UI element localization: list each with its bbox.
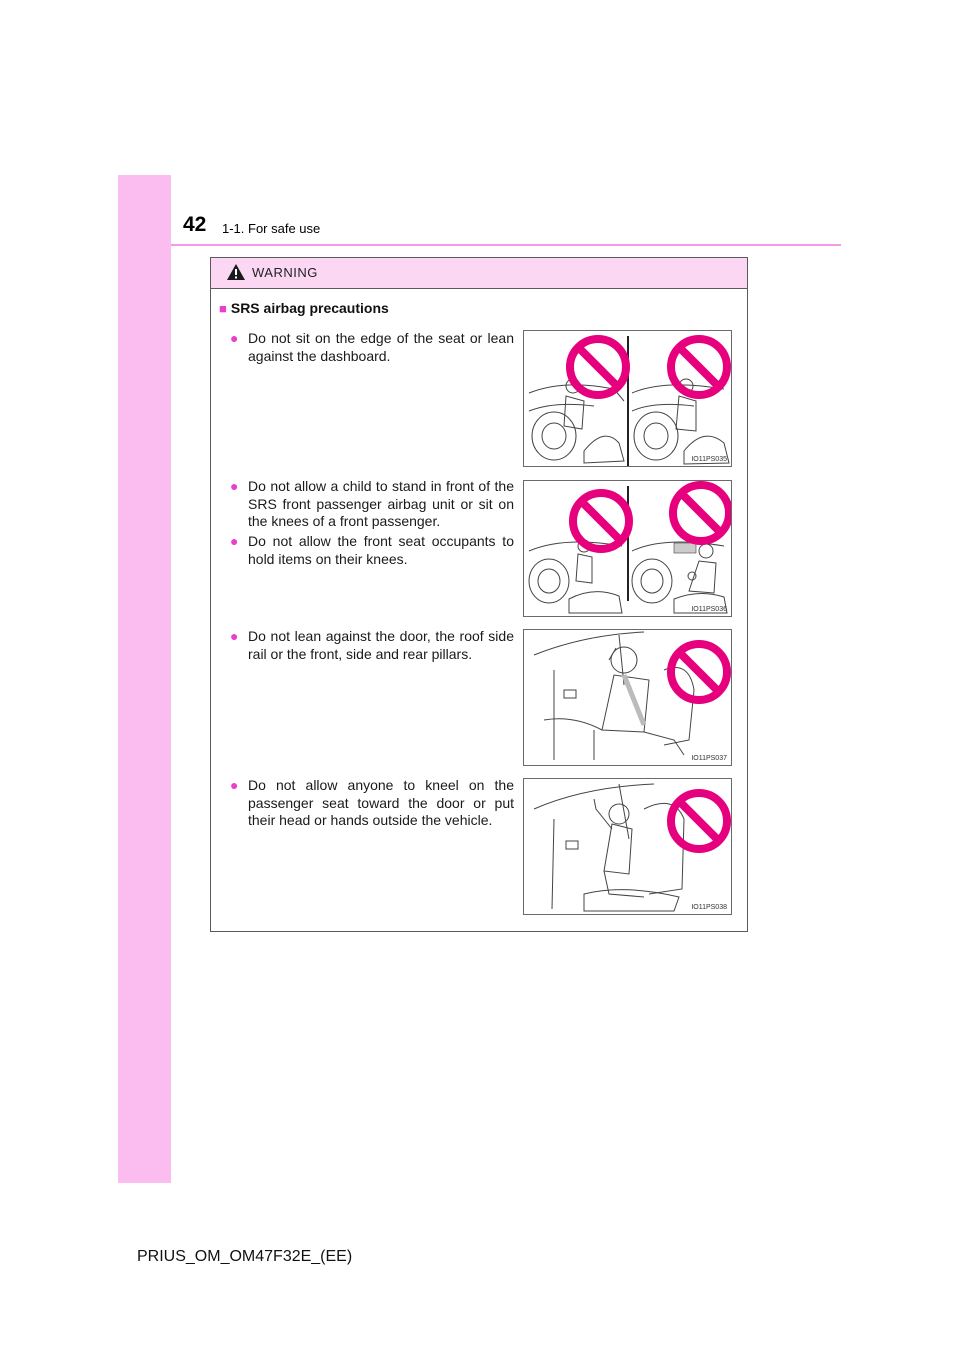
list-item: ● Do not allow anyone to kneel on the passenger seat toward the door or put their head or hands outside the vehicle. (230, 777, 514, 828)
image-code: IO11PS037 (691, 755, 727, 762)
image-code: IO11PS035 (691, 456, 727, 463)
page-number: 42 (183, 213, 207, 236)
prohibition-icon (573, 493, 629, 549)
warning-subheading: ■ SRS airbag precautions (219, 300, 389, 316)
prohibition-icon (671, 339, 727, 395)
dashboard-scene-illustration (524, 331, 731, 466)
list-item: ● Do not allow a child to stand in front of the SRS front passenger airbag unit or sit on the knees of a front passenger. (230, 478, 514, 529)
list-item: ● Do not allow the front seat occupants to hold items on their knees. (230, 533, 514, 567)
illustration-kneeling (523, 778, 732, 915)
document-code: PRIUS_OM_OM47F32E_(EE) (137, 1248, 353, 1265)
bullet-icon: ● (230, 478, 239, 494)
illustration-edge-of-seat (523, 330, 732, 467)
warning-triangle-icon (226, 263, 246, 281)
bullet-icon: ● (230, 628, 239, 644)
prohibition-icon (673, 485, 729, 541)
chapter-side-tab (118, 175, 171, 1183)
illustration-leaning-door (523, 629, 732, 766)
bullet-icon: ● (230, 533, 239, 549)
kneeling-passenger-illustration (524, 779, 731, 914)
leaning-door-illustration (524, 630, 731, 765)
warning-header (211, 258, 747, 289)
warning-box (210, 257, 748, 932)
image-code: IO11PS038 (691, 904, 727, 911)
image-code: IO11PS036 (691, 606, 727, 613)
square-bullet-icon: ■ (219, 301, 227, 316)
warning-title: WARNING (252, 265, 318, 280)
list-item: ● Do not lean against the door, the roof side rail or the front, side and rear pillars. (230, 628, 514, 662)
header-rule (171, 244, 841, 246)
list-item: ● Do not sit on the edge of the seat or lean against the dashboard. (230, 330, 514, 364)
prohibition-icon (671, 644, 727, 700)
prohibition-icon (671, 793, 727, 849)
section-title: 1-1. For safe use (222, 221, 321, 236)
bullet-icon: ● (230, 777, 239, 793)
child-front-seat-illustration (524, 481, 731, 616)
illustration-child-standing (523, 480, 732, 617)
bullet-icon: ● (230, 330, 239, 346)
